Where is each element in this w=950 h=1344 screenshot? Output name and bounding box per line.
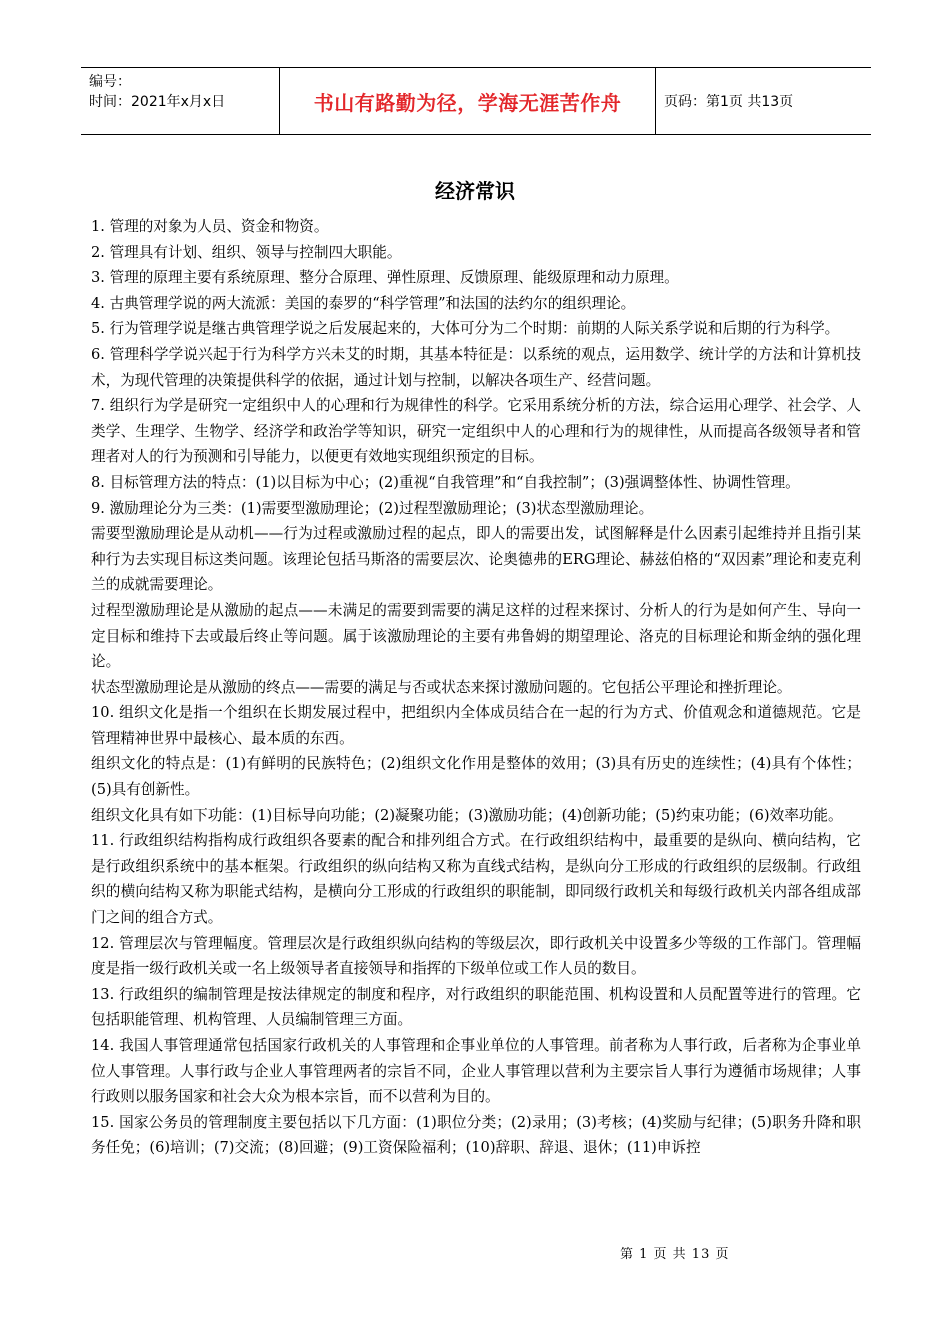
document-title: 经济常识 bbox=[435, 179, 515, 203]
paragraph: 需要型激励理论是从动机——行为过程或激励过程的起点，即人的需要出发，试图解释是什么因素引起维持并且指引某种行为去实现目标这类问题。该理论包括马斯洛的需要层次、论奥德弗的ERG理论、赫兹伯格的“双因素”理论和麦克利兰的成就需要理论。 bbox=[91, 525, 861, 594]
paragraph: 14. 我国人事管理通常包括国家行政机关的人事管理和企事业单位的人事管理。前者称为人事行政，后者称为企事业单位人事管理。人事行政与企业人事管理两者的宗旨不同，企业人事管理以营利为主要宗旨人事行为遵循市场规律；人事行政则以服务国家和社会大众为根本宗旨，而不以营利为目的。 bbox=[91, 1037, 861, 1106]
paragraph: 组织文化的特点是：(1)有鲜明的民族特色；(2)组织文化作用是整体的效用；(3)具有历史的连续性；(4)具有个体性；(5)具有创新性。 bbox=[91, 755, 861, 799]
header-motto-cell bbox=[280, 68, 656, 134]
paragraph: 13. 行政组织的编制管理是按法律规定的制度和程序，对行政组织的职能范围、机构设置和人员配置等进行的管理。它包括职能管理、机构管理、人员编制管理三方面。 bbox=[91, 985, 861, 1029]
document-number-label: 编号： bbox=[89, 74, 131, 90]
paragraph: 3. 管理的原理主要有系统原理、整分合原理、弹性原理、反馈原理、能级原理和动力原理。 bbox=[91, 269, 679, 287]
paragraph: 2. 管理具有计划、组织、领导与控制四大职能。 bbox=[91, 243, 402, 261]
header-table bbox=[81, 67, 871, 135]
paragraph: 8. 目标管理方法的特点：(1)以目标为中心；(2)重视“自我管理”和“自我控制”；(3)强调整体性、协调性管理。 bbox=[91, 473, 800, 491]
paragraph: 状态型激励理论是从激励的终点——需要的满足与否或状态来探讨激励问题的。它包括公平理论和挫折理论。 bbox=[91, 678, 792, 696]
paragraph: 5. 行为管理学说是继古典管理学说之后发展起来的，大体可分为二个时期：前期的人际关系学说和后期的行为科学。 bbox=[91, 320, 840, 338]
paragraph: 4. 古典管理学说的两大流派：美国的泰罗的“科学管理”和法国的法约尔的组织理论。 bbox=[91, 294, 636, 312]
paragraph: 15. 国家公务员的管理制度主要包括以下几方面：(1)职位分类；(2)录用；(3)考核；(4)奖励与纪律；(5)职务升降和职务任免；(6)培训；(7)交流；(8)回避；(9)工资保险福利；(10)辞职、辞退、退休；(11)申诉控 bbox=[91, 1113, 861, 1157]
paragraph: 1. 管理的对象为人员、资金和物资。 bbox=[91, 218, 329, 235]
paragraph: 6. 管理科学学说兴起于行为科学方兴未艾的时期，其基本特征是：以系统的观点，运用数学、统计学的方法和计算机技术，为现代管理的决策提供科学的依据，通过计划与控制，以解决各项生产、经营问题。 bbox=[91, 345, 861, 389]
paragraph: 9. 激励理论分为三类：(1)需要型激励理论；(2)过程型激励理论；(3)状态型激励理论。 bbox=[91, 499, 654, 517]
header-page-info: 页码：第1页 共13页 bbox=[664, 94, 794, 110]
header-meta-cell bbox=[81, 68, 280, 134]
paragraph: 组织文化具有如下功能：(1)目标导向功能；(2)凝聚功能；(3)激励功能；(4)创新功能；(5)约束功能；(6)效率功能。 bbox=[91, 806, 843, 824]
document-time-label: 时间：2021年x月x日 bbox=[89, 94, 226, 110]
page-footer: 第 1 页 共 13 页 bbox=[620, 1247, 730, 1262]
paragraph: 11. 行政组织结构指构成行政组织各要素的配合和排列组合方式。在行政组织结构中，最重要的是纵向、横向结构，它是行政组织系统中的基本框架。行政组织的纵向结构又称为直线式结构，是纵向分工形成的行政组织的层级制。行政组织的横向结构又称为职能式结构，是横向分工形成的行政组织的职能制，即同级行政机关和每级行政机关内部各组成部门之间的组合方式。 bbox=[91, 832, 861, 927]
paragraph: 12. 管理层次与管理幅度。管理层次是行政组织纵向结构的等级层次，即行政机关中设置多少等级的工作部门。管理幅度是指一级行政机关或一名上级领导者直接领导和指挥的下级单位或工作人员的数目。 bbox=[91, 934, 861, 978]
document-body bbox=[91, 214, 861, 1161]
paragraph: 7. 组织行为学是研究一定组织中人的心理和行为规律性的科学。它采用系统分析的方法，综合运用心理学、社会学、人类学、生理学、生物学、经济学和政治学等知识，研究一定组织中人的心理和行为的规律性，从而提高各级领导者和管理者对人的行为预测和引导能力，以便更有效地实现组织预定的目标。 bbox=[91, 397, 861, 466]
paragraph: 10. 组织文化是指一个组织在长期发展过程中，把组织内全体成员结合在一起的行为方式、价值观念和道德规范。它是管理精神世界中最核心、最本质的东西。 bbox=[91, 704, 861, 747]
header-page-cell bbox=[656, 68, 871, 134]
motto-text: 书山有路勤为径，学海无涯苦作舟 bbox=[313, 90, 622, 115]
paragraph: 过程型激励理论是从激励的起点——未满足的需要到需要的满足这样的过程来探讨、分析人的行为是如何产生、导向一定目标和维持下去或最后终止等问题。属于该激励理论的主要有弗鲁姆的期望理论、洛克的目标理论和斯金纳的强化理论。 bbox=[91, 601, 861, 671]
